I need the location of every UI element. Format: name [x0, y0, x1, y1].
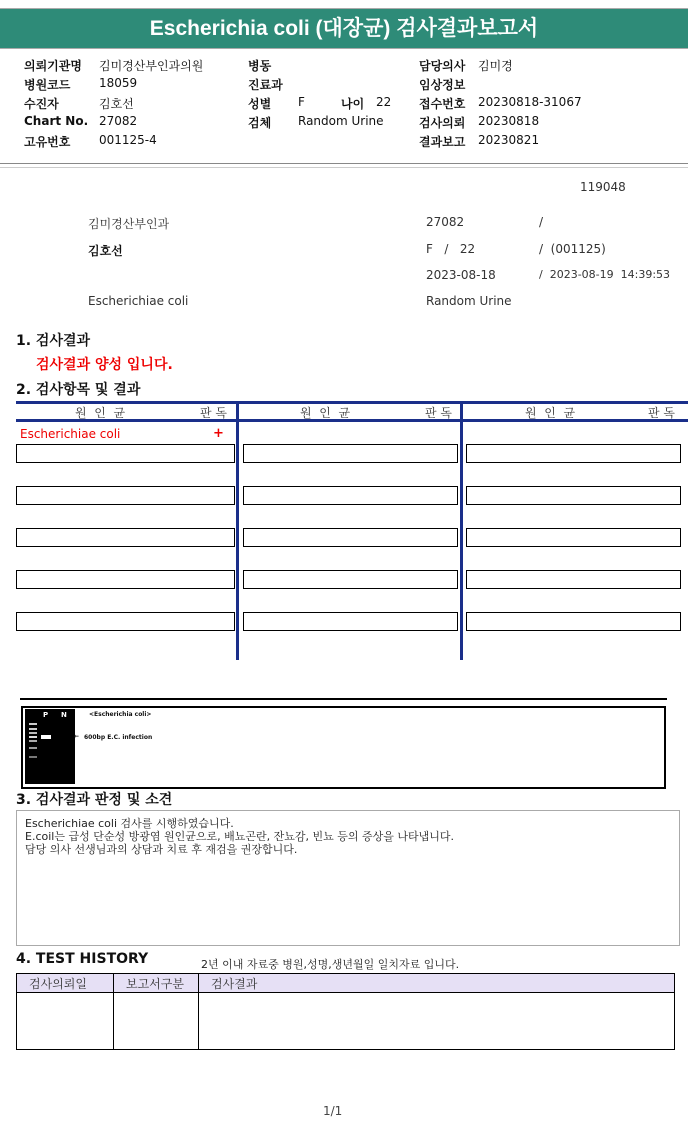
- result-row-box: [243, 528, 458, 547]
- info-hospital: 김미경산부인과: [88, 217, 170, 231]
- header-label: 임상정보: [419, 78, 466, 92]
- header-value: 김호선: [99, 97, 134, 111]
- info-sex-age: F / 22: [426, 242, 476, 256]
- gel-band-label: 600bp E.C. infection: [84, 734, 153, 741]
- header-label: 결과보고: [419, 135, 466, 149]
- gel-divider: [20, 698, 667, 700]
- gel-ladder-band: [29, 728, 37, 730]
- info-patient: 김호선: [88, 244, 123, 258]
- info-test-name: Escherichiae coli: [88, 294, 189, 308]
- header-label: 의뢰기관명: [24, 59, 82, 73]
- result-row-box: [243, 444, 458, 463]
- results-column-divider-2: [460, 401, 463, 660]
- header-value: 20230818: [478, 114, 540, 128]
- col-header-judgement-1: 판 독: [200, 406, 227, 420]
- header-divider: [0, 163, 688, 164]
- opinion-box: [16, 810, 680, 946]
- result-row-box: [16, 486, 235, 505]
- info-slash: /: [539, 215, 544, 229]
- info-specimen: Random Urine: [426, 294, 512, 308]
- header-divider-shadow: [0, 167, 688, 168]
- header-label: 병원코드: [24, 78, 71, 92]
- header-value: 27082: [99, 114, 138, 128]
- result-row-box: [243, 486, 458, 505]
- gel-label: <Escherichia coli>: [89, 711, 152, 718]
- info-unique: / (001125): [539, 242, 606, 256]
- results-column-divider-1: [236, 401, 239, 660]
- header-value: F: [298, 95, 305, 109]
- header-label: 검사의뢰: [419, 116, 466, 130]
- header-value: Random Urine: [298, 114, 384, 128]
- header-label: 검체: [248, 116, 272, 130]
- header-value: 20230818-31067: [478, 95, 582, 109]
- header-label: Chart No.: [24, 114, 89, 128]
- result-row-box: [466, 570, 681, 589]
- result-row-box: [466, 612, 681, 631]
- header-label: 고유번호: [24, 135, 71, 149]
- report-title: Escherichia coli (대장균) 검사결과보고서: [0, 8, 688, 49]
- history-cell: [17, 993, 114, 1050]
- header-value: 김미경산부인과의원: [99, 59, 204, 73]
- gel-image-frame: [21, 706, 666, 789]
- section4-title: 4. TEST HISTORY: [16, 951, 149, 967]
- info-chart: 27082: [426, 215, 465, 229]
- header-label: 수진자: [24, 97, 59, 111]
- opinion-line: Escherichiae coli 검사를 시행하였습니다.: [25, 817, 234, 830]
- id-number: 119048: [580, 180, 626, 194]
- gel-ladder-band: [29, 747, 37, 749]
- result-row-box: [466, 528, 681, 547]
- result-row-box: [466, 486, 681, 505]
- result-row-box: [16, 570, 235, 589]
- history-col-type: 보고서구분: [114, 974, 199, 993]
- gel-ladder-band: [29, 756, 37, 758]
- gel-ladder-band: [29, 732, 37, 734]
- col-header-organism-3: 원 인 균: [525, 406, 576, 420]
- age-value: 22: [376, 95, 392, 109]
- section1-result: 검사결과 양성 입니다.: [36, 357, 173, 373]
- col-header-judgement-2: 판 독: [425, 406, 452, 420]
- age-label: 나이: [341, 97, 365, 111]
- header-label: 진료과: [248, 78, 283, 92]
- header-value: 001125-4: [99, 133, 157, 147]
- gel-electrophoresis-image: [25, 709, 75, 784]
- history-cell: [114, 993, 199, 1050]
- section1-title: 1. 검사결과: [16, 333, 91, 349]
- col-header-judgement-3: 판 독: [648, 406, 675, 420]
- header-label: 성별: [248, 97, 272, 111]
- gel-ladder-band: [29, 736, 37, 738]
- result-item-name: Escherichiae coli: [20, 427, 121, 441]
- result-row-box: [466, 444, 681, 463]
- gel-lane-p: P: [43, 711, 49, 719]
- test-history-table: [16, 973, 675, 1050]
- result-item-mark: +: [213, 426, 224, 441]
- col-header-organism-2: 원 인 균: [300, 406, 351, 420]
- gel-ladder-band: [29, 740, 37, 742]
- header-value: 김미경: [478, 59, 513, 73]
- section4-note: 2년 이내 자료중 병원,성명,생년월일 일치자료 입니다.: [201, 958, 460, 971]
- page-number: 1/1: [323, 1104, 343, 1118]
- opinion-line: E.coil는 급성 단순성 방광염 원인균으로, 배뇨곤란, 잔뇨감, 빈뇨 등의 증상을 나타냅니다.: [25, 830, 454, 843]
- result-row-box: [243, 612, 458, 631]
- history-cell: [199, 993, 675, 1050]
- gel-positive-band: [41, 735, 51, 739]
- header-value: 20230821: [478, 133, 540, 147]
- section2-title: 2. 검사항목 및 결과: [16, 382, 141, 398]
- gel-lane-n: N: [61, 711, 67, 719]
- info-received: 2023-08-18: [426, 268, 496, 282]
- col-header-organism-1: 원 인 균: [75, 406, 126, 420]
- header-label: 담당의사: [419, 59, 466, 73]
- section3-title: 3. 검사결과 판정 및 소견: [16, 792, 173, 808]
- header-label: 병동: [248, 59, 272, 73]
- result-row-box: [16, 444, 235, 463]
- history-col-date: 검사의뢰일: [17, 974, 114, 993]
- history-col-result: 검사결과: [199, 974, 675, 993]
- header-value: 18059: [99, 76, 138, 90]
- result-row-box: [16, 528, 235, 547]
- info-reported: / 2023-08-19 14:39:53: [539, 268, 671, 281]
- result-row-box: [243, 570, 458, 589]
- gel-arrow: ←: [74, 733, 80, 740]
- opinion-line: 담당 의사 선생님과의 상담과 치료 후 재검을 권장합니다.: [25, 843, 298, 856]
- header-label: 접수번호: [419, 97, 466, 111]
- result-row-box: [16, 612, 235, 631]
- gel-ladder-band: [29, 723, 37, 725]
